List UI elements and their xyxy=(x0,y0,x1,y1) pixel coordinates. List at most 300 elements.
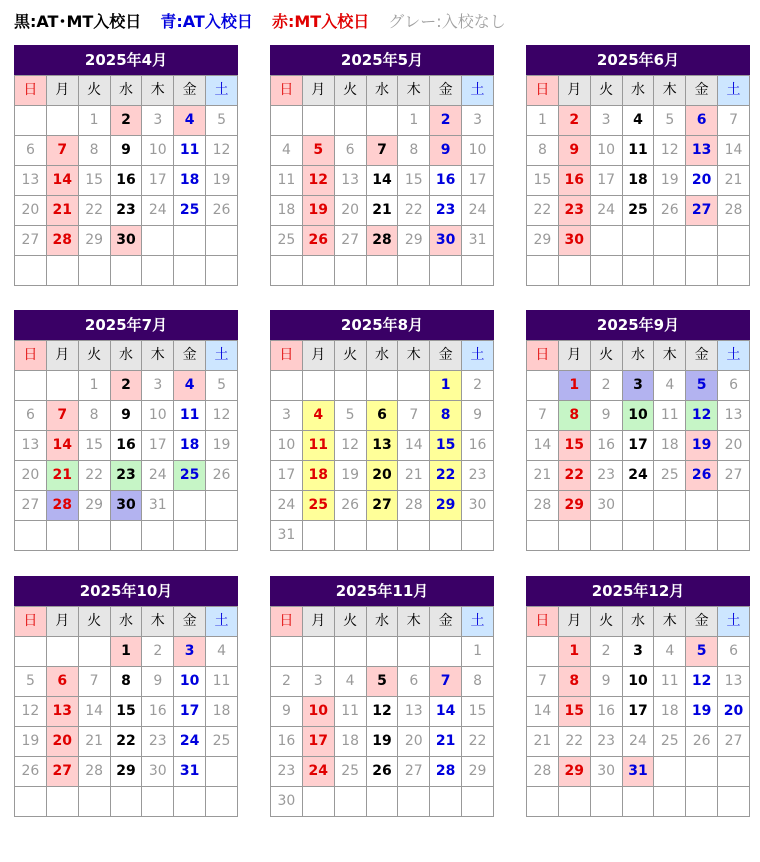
day-cell: 9 xyxy=(271,697,303,727)
day-cell: 14 xyxy=(78,697,110,727)
empty-cell xyxy=(334,371,366,401)
day-cell: 25 xyxy=(302,491,334,521)
week-row xyxy=(271,727,494,757)
month-grid xyxy=(14,606,238,817)
day-cell: 30 xyxy=(430,226,462,256)
day-cell: 20 xyxy=(15,196,47,226)
day-cell: 4 xyxy=(622,106,654,136)
weekday-header-row xyxy=(271,76,494,106)
weekday-header: 土 xyxy=(462,341,494,371)
week-row xyxy=(527,787,750,817)
empty-cell xyxy=(271,256,303,286)
day-cell: 12 xyxy=(302,166,334,196)
week-row xyxy=(527,136,750,166)
day-cell: 19 xyxy=(15,727,47,757)
day-cell: 3 xyxy=(142,106,174,136)
day-cell: 2 xyxy=(110,371,142,401)
day-cell: 21 xyxy=(398,461,430,491)
day-cell: 13 xyxy=(46,697,78,727)
day-cell: 30 xyxy=(590,757,622,787)
day-cell: 18 xyxy=(654,431,686,461)
empty-cell xyxy=(590,226,622,256)
day-cell: 12 xyxy=(206,136,238,166)
day-cell: 18 xyxy=(302,461,334,491)
day-cell: 24 xyxy=(622,727,654,757)
empty-cell xyxy=(334,637,366,667)
day-cell: 3 xyxy=(622,371,654,401)
day-cell: 12 xyxy=(15,697,47,727)
day-cell: 7 xyxy=(527,401,559,431)
week-row xyxy=(527,106,750,136)
weekday-header: 月 xyxy=(302,607,334,637)
empty-cell xyxy=(15,637,47,667)
empty-cell xyxy=(654,757,686,787)
empty-cell xyxy=(334,521,366,551)
day-cell: 10 xyxy=(622,667,654,697)
day-cell: 29 xyxy=(558,757,590,787)
weekday-header: 木 xyxy=(398,76,430,106)
empty-cell xyxy=(78,521,110,551)
day-cell: 23 xyxy=(110,461,142,491)
day-cell: 26 xyxy=(206,196,238,226)
day-cell: 6 xyxy=(686,106,718,136)
weekday-header: 木 xyxy=(142,76,174,106)
week-row xyxy=(271,371,494,401)
day-cell: 22 xyxy=(78,461,110,491)
empty-cell xyxy=(398,371,430,401)
weekday-header-row xyxy=(527,341,750,371)
week-row xyxy=(527,431,750,461)
week-row xyxy=(15,637,238,667)
day-cell: 24 xyxy=(622,461,654,491)
weekday-header: 日 xyxy=(527,341,559,371)
day-cell: 2 xyxy=(142,637,174,667)
day-cell: 13 xyxy=(366,431,398,461)
day-cell: 8 xyxy=(78,136,110,166)
day-cell: 15 xyxy=(558,697,590,727)
day-cell: 17 xyxy=(142,166,174,196)
weekday-header: 火 xyxy=(334,76,366,106)
day-cell: 9 xyxy=(110,136,142,166)
day-cell: 8 xyxy=(110,667,142,697)
day-cell: 22 xyxy=(558,727,590,757)
day-cell: 4 xyxy=(654,371,686,401)
day-cell: 3 xyxy=(302,667,334,697)
day-cell: 12 xyxy=(686,667,718,697)
day-cell: 9 xyxy=(142,667,174,697)
day-cell: 13 xyxy=(15,431,47,461)
day-cell: 22 xyxy=(430,461,462,491)
week-row xyxy=(15,697,238,727)
day-cell: 6 xyxy=(15,136,47,166)
legend-blue: 青:AT入校日 xyxy=(160,12,253,31)
day-cell: 12 xyxy=(654,136,686,166)
day-cell: 17 xyxy=(271,461,303,491)
empty-cell xyxy=(15,787,47,817)
day-cell: 11 xyxy=(654,667,686,697)
day-cell: 18 xyxy=(206,697,238,727)
empty-cell xyxy=(206,787,238,817)
day-cell: 16 xyxy=(430,166,462,196)
day-cell: 26 xyxy=(334,491,366,521)
month-calendar xyxy=(526,576,750,817)
weekday-header: 木 xyxy=(142,607,174,637)
weekday-header-row xyxy=(527,607,750,637)
day-cell: 15 xyxy=(462,697,494,727)
day-cell: 31 xyxy=(271,521,303,551)
weekday-header: 金 xyxy=(686,607,718,637)
day-cell: 19 xyxy=(334,461,366,491)
empty-cell xyxy=(142,787,174,817)
day-cell: 5 xyxy=(334,401,366,431)
empty-cell xyxy=(46,256,78,286)
weekday-header-row xyxy=(271,607,494,637)
empty-cell xyxy=(686,256,718,286)
empty-cell xyxy=(302,371,334,401)
day-cell: 21 xyxy=(430,727,462,757)
month-grid xyxy=(526,75,750,286)
day-cell: 5 xyxy=(686,637,718,667)
empty-cell xyxy=(206,256,238,286)
day-cell: 28 xyxy=(78,757,110,787)
day-cell: 6 xyxy=(718,371,750,401)
day-cell: 25 xyxy=(622,196,654,226)
weekday-header: 水 xyxy=(110,76,142,106)
day-cell: 14 xyxy=(366,166,398,196)
empty-cell xyxy=(527,371,559,401)
day-cell: 2 xyxy=(110,106,142,136)
day-cell: 24 xyxy=(142,196,174,226)
month-calendar xyxy=(270,576,494,817)
week-row xyxy=(271,787,494,817)
week-row xyxy=(271,461,494,491)
empty-cell xyxy=(206,757,238,787)
empty-cell xyxy=(622,787,654,817)
day-cell: 15 xyxy=(398,166,430,196)
day-cell: 30 xyxy=(590,491,622,521)
week-row xyxy=(271,136,494,166)
day-cell: 22 xyxy=(78,196,110,226)
day-cell: 1 xyxy=(558,371,590,401)
day-cell: 25 xyxy=(174,461,206,491)
day-cell: 24 xyxy=(590,196,622,226)
day-cell: 28 xyxy=(527,491,559,521)
empty-cell xyxy=(622,256,654,286)
week-row xyxy=(15,757,238,787)
day-cell: 21 xyxy=(78,727,110,757)
month-title: 2025年12月 xyxy=(526,576,750,606)
day-cell: 15 xyxy=(527,166,559,196)
empty-cell xyxy=(718,491,750,521)
week-row xyxy=(527,727,750,757)
empty-cell xyxy=(174,787,206,817)
day-cell: 25 xyxy=(654,727,686,757)
day-cell: 11 xyxy=(206,667,238,697)
empty-cell xyxy=(110,787,142,817)
day-cell: 4 xyxy=(654,637,686,667)
empty-cell xyxy=(206,491,238,521)
weekday-header-row xyxy=(15,76,238,106)
legend-gray: グレー:入校なし xyxy=(388,12,506,31)
week-row xyxy=(271,256,494,286)
weekday-header: 金 xyxy=(174,76,206,106)
weekday-header: 水 xyxy=(622,341,654,371)
empty-cell xyxy=(527,637,559,667)
day-cell: 12 xyxy=(206,401,238,431)
month-title: 2025年10月 xyxy=(14,576,238,606)
day-cell: 21 xyxy=(46,196,78,226)
weekday-header: 水 xyxy=(366,76,398,106)
day-cell: 14 xyxy=(718,136,750,166)
day-cell: 7 xyxy=(430,667,462,697)
empty-cell xyxy=(206,521,238,551)
month-grid xyxy=(14,75,238,286)
empty-cell xyxy=(46,637,78,667)
day-cell: 4 xyxy=(206,637,238,667)
day-cell: 17 xyxy=(302,727,334,757)
day-cell: 31 xyxy=(142,491,174,521)
day-cell: 28 xyxy=(46,491,78,521)
empty-cell xyxy=(271,637,303,667)
day-cell: 20 xyxy=(398,727,430,757)
month-grid xyxy=(14,340,238,551)
week-row xyxy=(15,106,238,136)
weekday-header: 木 xyxy=(398,341,430,371)
day-cell: 6 xyxy=(398,667,430,697)
weekday-header: 月 xyxy=(558,76,590,106)
empty-cell xyxy=(271,106,303,136)
week-row xyxy=(15,667,238,697)
weekday-header: 土 xyxy=(718,76,750,106)
day-cell: 20 xyxy=(718,697,750,727)
week-row xyxy=(527,667,750,697)
day-cell: 7 xyxy=(366,136,398,166)
empty-cell xyxy=(142,256,174,286)
week-row xyxy=(271,757,494,787)
month-grid xyxy=(270,340,494,551)
day-cell: 10 xyxy=(271,431,303,461)
day-cell: 3 xyxy=(174,637,206,667)
week-row xyxy=(271,431,494,461)
day-cell: 5 xyxy=(15,667,47,697)
day-cell: 20 xyxy=(366,461,398,491)
day-cell: 14 xyxy=(398,431,430,461)
empty-cell xyxy=(302,787,334,817)
day-cell: 19 xyxy=(206,431,238,461)
week-row xyxy=(15,431,238,461)
week-row xyxy=(15,461,238,491)
weekday-header: 土 xyxy=(462,76,494,106)
day-cell: 8 xyxy=(462,667,494,697)
day-cell: 26 xyxy=(302,226,334,256)
empty-cell xyxy=(110,256,142,286)
weekday-header: 火 xyxy=(590,76,622,106)
day-cell: 24 xyxy=(142,461,174,491)
day-cell: 21 xyxy=(527,727,559,757)
day-cell: 4 xyxy=(174,106,206,136)
day-cell: 18 xyxy=(271,196,303,226)
empty-cell xyxy=(142,521,174,551)
day-cell: 5 xyxy=(206,106,238,136)
day-cell: 4 xyxy=(174,371,206,401)
empty-cell xyxy=(366,371,398,401)
day-cell: 29 xyxy=(398,226,430,256)
day-cell: 30 xyxy=(110,226,142,256)
day-cell: 19 xyxy=(366,727,398,757)
empty-cell xyxy=(430,637,462,667)
weekday-header: 日 xyxy=(15,607,47,637)
empty-cell xyxy=(366,521,398,551)
week-row xyxy=(15,226,238,256)
day-cell: 15 xyxy=(110,697,142,727)
day-cell: 21 xyxy=(366,196,398,226)
day-cell: 9 xyxy=(590,667,622,697)
weekday-header: 月 xyxy=(558,607,590,637)
day-cell: 16 xyxy=(110,166,142,196)
week-row xyxy=(527,521,750,551)
weekday-header: 日 xyxy=(15,341,47,371)
weekday-header: 月 xyxy=(302,76,334,106)
day-cell: 22 xyxy=(558,461,590,491)
day-cell: 29 xyxy=(430,491,462,521)
empty-cell xyxy=(718,787,750,817)
day-cell: 27 xyxy=(718,727,750,757)
weekday-header: 金 xyxy=(430,607,462,637)
day-cell: 24 xyxy=(174,727,206,757)
month-calendar xyxy=(14,45,238,286)
empty-cell xyxy=(302,256,334,286)
day-cell: 23 xyxy=(142,727,174,757)
day-cell: 22 xyxy=(110,727,142,757)
empty-cell xyxy=(366,256,398,286)
day-cell: 1 xyxy=(110,637,142,667)
month-title: 2025年9月 xyxy=(526,310,750,340)
day-cell: 27 xyxy=(15,226,47,256)
day-cell: 31 xyxy=(174,757,206,787)
day-cell: 13 xyxy=(718,667,750,697)
day-cell: 8 xyxy=(558,401,590,431)
day-cell: 2 xyxy=(590,637,622,667)
empty-cell xyxy=(718,521,750,551)
empty-cell xyxy=(686,757,718,787)
empty-cell xyxy=(527,787,559,817)
day-cell: 2 xyxy=(462,371,494,401)
empty-cell xyxy=(46,371,78,401)
weekday-header-row xyxy=(15,341,238,371)
empty-cell xyxy=(302,106,334,136)
day-cell: 21 xyxy=(718,166,750,196)
empty-cell xyxy=(366,106,398,136)
day-cell: 14 xyxy=(527,431,559,461)
empty-cell xyxy=(78,637,110,667)
empty-cell xyxy=(686,787,718,817)
weekday-header: 水 xyxy=(110,341,142,371)
day-cell: 11 xyxy=(334,697,366,727)
day-cell: 13 xyxy=(686,136,718,166)
empty-cell xyxy=(302,521,334,551)
week-row xyxy=(527,196,750,226)
day-cell: 6 xyxy=(334,136,366,166)
day-cell: 17 xyxy=(142,431,174,461)
day-cell: 8 xyxy=(398,136,430,166)
day-cell: 20 xyxy=(334,196,366,226)
day-cell: 16 xyxy=(462,431,494,461)
empty-cell xyxy=(366,787,398,817)
day-cell: 10 xyxy=(462,136,494,166)
day-cell: 5 xyxy=(686,371,718,401)
week-row xyxy=(527,401,750,431)
weekday-header: 木 xyxy=(654,76,686,106)
empty-cell xyxy=(622,491,654,521)
day-cell: 8 xyxy=(527,136,559,166)
empty-cell xyxy=(366,637,398,667)
empty-cell xyxy=(558,521,590,551)
empty-cell xyxy=(174,256,206,286)
weekday-header: 金 xyxy=(686,76,718,106)
day-cell: 30 xyxy=(271,787,303,817)
empty-cell xyxy=(174,491,206,521)
week-row xyxy=(15,727,238,757)
day-cell: 27 xyxy=(15,491,47,521)
month-title: 2025年7月 xyxy=(14,310,238,340)
day-cell: 19 xyxy=(654,166,686,196)
empty-cell xyxy=(430,256,462,286)
weekday-header: 土 xyxy=(462,607,494,637)
month-grid xyxy=(270,606,494,817)
week-row xyxy=(15,521,238,551)
legend-red: 赤:MT入校日 xyxy=(271,12,370,31)
day-cell: 5 xyxy=(366,667,398,697)
weekday-header: 金 xyxy=(430,341,462,371)
weekday-header: 金 xyxy=(430,76,462,106)
empty-cell xyxy=(174,521,206,551)
empty-cell xyxy=(174,226,206,256)
day-cell: 12 xyxy=(366,697,398,727)
day-cell: 16 xyxy=(110,431,142,461)
weekday-header: 土 xyxy=(718,341,750,371)
day-cell: 2 xyxy=(271,667,303,697)
week-row xyxy=(527,697,750,727)
day-cell: 29 xyxy=(78,491,110,521)
day-cell: 28 xyxy=(366,226,398,256)
week-row xyxy=(15,491,238,521)
week-row xyxy=(271,637,494,667)
week-row xyxy=(271,521,494,551)
weekday-header: 火 xyxy=(78,76,110,106)
weekday-header: 火 xyxy=(78,607,110,637)
empty-cell xyxy=(622,521,654,551)
empty-cell xyxy=(654,491,686,521)
day-cell: 30 xyxy=(142,757,174,787)
week-row xyxy=(271,491,494,521)
day-cell: 18 xyxy=(622,166,654,196)
empty-cell xyxy=(686,491,718,521)
empty-cell xyxy=(78,787,110,817)
day-cell: 1 xyxy=(78,371,110,401)
empty-cell xyxy=(15,106,47,136)
day-cell: 5 xyxy=(302,136,334,166)
week-row xyxy=(15,136,238,166)
day-cell: 30 xyxy=(462,491,494,521)
day-cell: 20 xyxy=(686,166,718,196)
day-cell: 10 xyxy=(142,136,174,166)
day-cell: 31 xyxy=(622,757,654,787)
weekday-header: 土 xyxy=(206,607,238,637)
day-cell: 10 xyxy=(590,136,622,166)
week-row xyxy=(15,166,238,196)
day-cell: 5 xyxy=(206,371,238,401)
weekday-header: 日 xyxy=(527,76,559,106)
